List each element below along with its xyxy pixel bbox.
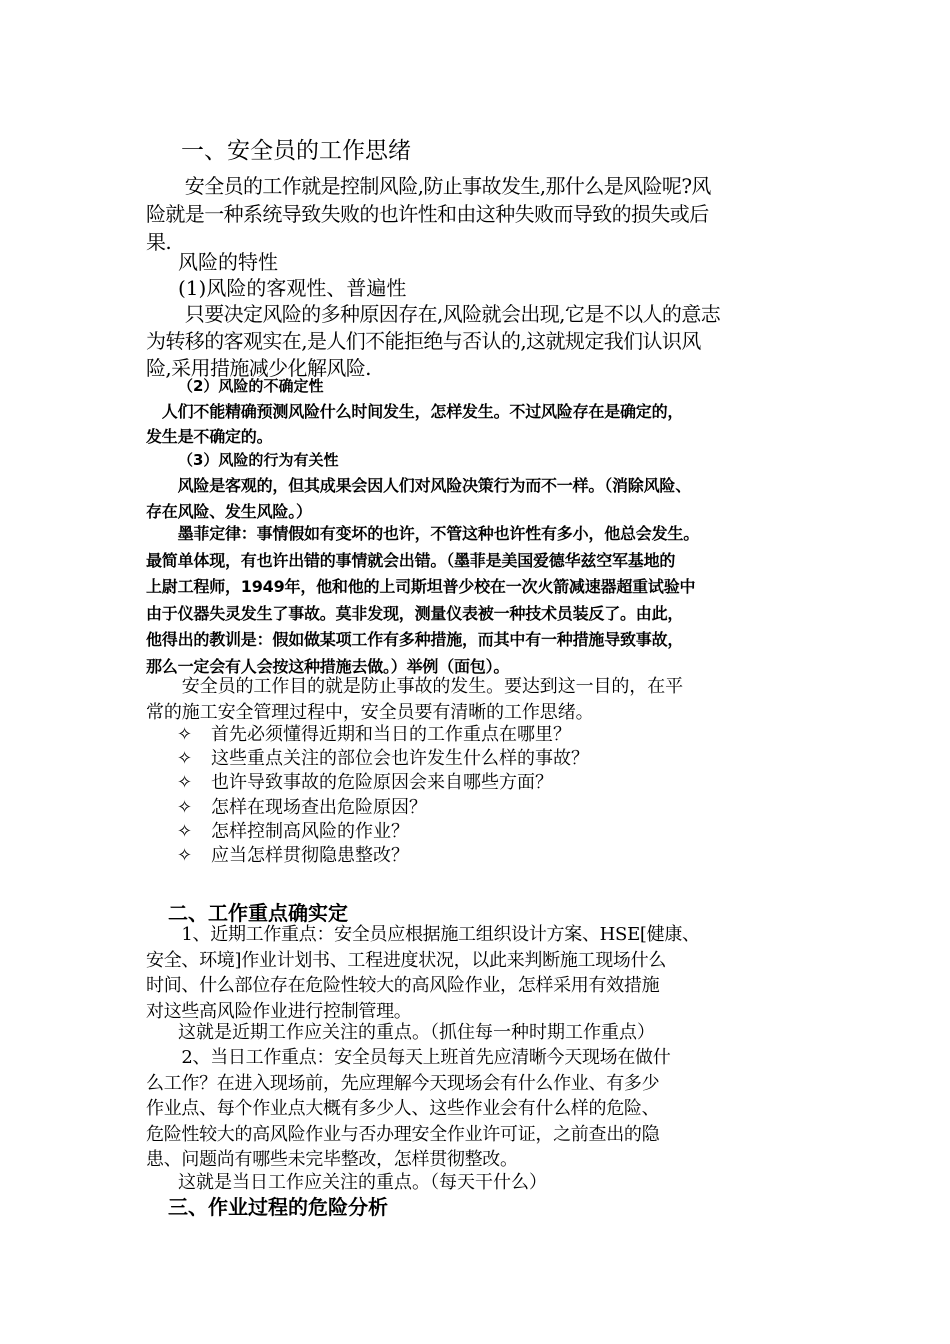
text-line: 1、近期工作重点：安全员应根据施工组织设计方案、HSE[健康、 (146, 924, 700, 945)
trait1-paragraph (146, 301, 816, 382)
diamond-bullet-icon: ✧ (177, 748, 193, 770)
recent-focus-summary: 这就是近期工作应关注的重点。（抓住每一种时期工作重点） (178, 1022, 655, 1043)
text-line: 那么一定会有人会按这种措施去做。）举例（面包）。 (146, 656, 510, 676)
text-line: 2、当日工作重点：安全员每天上班首先应清晰今天现场在做什 (146, 1047, 671, 1068)
text-line: 作业点、每个作业点大概有多少人、这些作业会有什么样的危险、 (146, 1098, 660, 1119)
diamond-bullet-icon: ✧ (177, 724, 193, 745)
list-item (177, 723, 589, 747)
section1-heading: 一、安全员的工作思绪 (181, 138, 411, 164)
diamond-bullet-icon: ✧ (177, 796, 193, 818)
diamond-bullet-icon: ✧ (177, 772, 193, 794)
trait1-title: (1)风险的客观性、普遍性 (178, 276, 407, 300)
text-line: 险就是一种系统导致失败的也许性和由这种失败而导致的损失或后 (146, 202, 709, 226)
trait2-title: （2）风险的不确定性 (178, 377, 324, 395)
diamond-bullet-icon: ✧ (177, 845, 193, 867)
text-line: 安全员的工作就是控制风险,防止事故发生,那什么是风险呢?风 (146, 174, 711, 198)
list-item-text: 这些重点关注的部位会也许发生什么样的事故？ (211, 748, 589, 770)
list-item-text: 怎样在现场查出危险原因？ (211, 796, 427, 818)
murphy-law-paragraph (146, 521, 816, 680)
text-line: 存在风险、发生风险。） (146, 502, 312, 521)
text-line: 人们不能精确预测风险什么时间发生，怎样发生。不过风险存在是确定的， (146, 402, 684, 421)
list-item (177, 771, 589, 795)
goal-paragraph (146, 674, 816, 726)
text-line: 墨菲定律：事情假如有变坏的也许，不管这种也许性有多小，他总会发生。 (146, 524, 700, 543)
text-line: 么工作？在进入现场前，先应理解今天现场会有什么作业、有多少 (146, 1072, 660, 1094)
risk-traits-title: 风险的特性 (178, 250, 278, 274)
text-line: 发生是不确定的。 (146, 427, 273, 446)
text-line: 时间、什么部位存在危险性较大的高风险作业，怎样采用有效措施 (146, 975, 660, 996)
trait3-paragraph (146, 473, 816, 525)
list-item-text: 应当怎样贯彻隐患整改？ (211, 845, 409, 867)
text-line: 果. (146, 230, 172, 254)
text-line: 安全、环境]作业计划书、工程进度状况，以此来判断施工现场什么 (146, 949, 667, 971)
text-line: 风险是客观的，但其成果会因人们对风险决策行为而不一样。（消除风险、 (146, 476, 692, 495)
list-item (177, 747, 589, 771)
text-line: 最简单体现，有也许出错的事情就会出错。（墨菲是美国爱德华兹空军基地的 (146, 550, 676, 570)
trait2-paragraph (146, 399, 816, 449)
text-line: 患、问题尚有哪些未完毕整改，怎样贯彻整改。 (146, 1149, 518, 1170)
text-line: 险,采用措施减少化解风险. (146, 356, 371, 380)
list-item (177, 820, 589, 844)
list-item-text: 首先必须懂得近期和当日的工作重点在哪里？ (211, 724, 571, 745)
text-line: 常的施工安全管理过程中，安全员要有清晰的工作思绪。 (146, 702, 594, 723)
list-item-text: 怎样控制高风险的作业？ (211, 820, 409, 842)
text-line: 他得出的教训是：假如做某项工作有多种措施，而其中有一种措施导致事故， (146, 630, 684, 649)
text-line: 为转移的客观实在,是人们不能拒绝与否认的,这就规定我们认识风 (146, 329, 701, 353)
list-item-text: 也许导致事故的危险原因会来自哪些方面？ (211, 772, 553, 794)
daily-focus-summary: 这就是当日工作应关注的重点。（每天干什么） (178, 1172, 547, 1193)
list-item (177, 844, 589, 868)
list-item (177, 796, 589, 820)
section2-heading: 二、工作重点确实定 (168, 901, 348, 925)
text-line: 危险性较大的高风险作业与否办理安全作业许可证，之前查出的隐 (146, 1123, 660, 1145)
text-line: 只要决定风险的多种原因存在,风险就会出现,它是不以人的意志 (146, 302, 721, 326)
text-line: 由于仪器失灵发生了事故。莫非发现，测量仪表被一种技术员装反了。由此， (146, 603, 684, 623)
question-list (177, 723, 589, 868)
section3-heading: 三、作业过程的危险分析 (168, 1195, 388, 1219)
recent-focus-paragraph (146, 922, 816, 1024)
diamond-bullet-icon: ✧ (177, 820, 193, 842)
text-line: 对这些高风险作业进行控制管理。 (146, 1000, 412, 1022)
text-line: 安全员的工作目的就是防止事故的发生。要达到这一目的，在平 (146, 676, 683, 697)
text-line: 上尉工程师，1949年，他和他的上司斯坦普少校在一次火箭减速器超重试验中 (146, 577, 696, 596)
section1-intro-paragraph (146, 172, 816, 256)
trait3-title: （3）风险的行为有关性 (178, 451, 339, 469)
daily-focus-paragraph (146, 1045, 816, 1173)
